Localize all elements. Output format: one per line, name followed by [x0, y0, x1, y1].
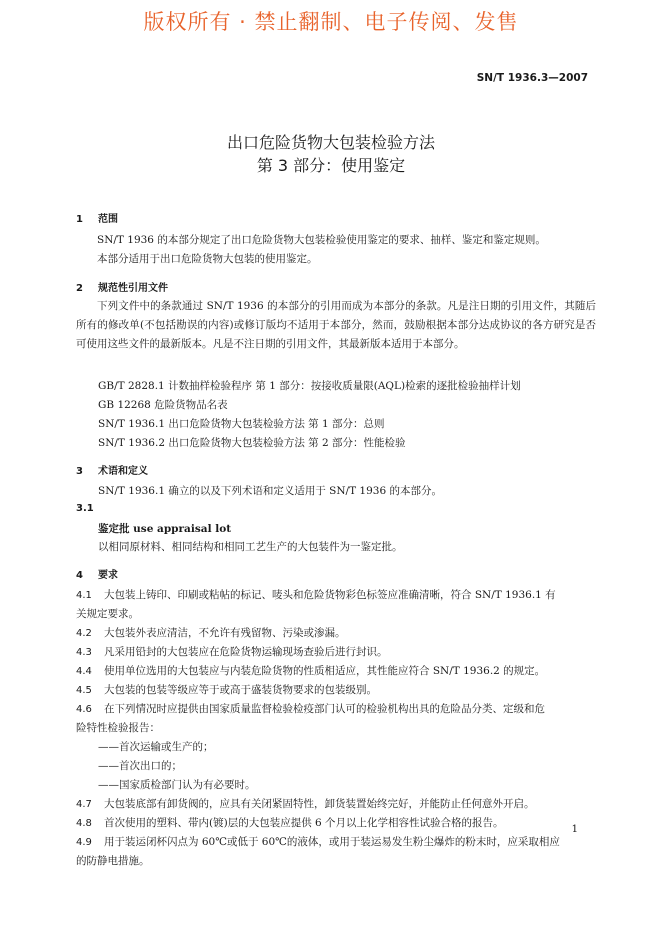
reference-item: SN/T 1936.1 出口危险货物大包装检验方法 第 1 部分：总则: [98, 418, 385, 430]
requirement-4-6: [76, 701, 596, 716]
section-title: 规范性引用文件: [98, 283, 168, 294]
list-item: ——首次出口的；: [98, 760, 182, 772]
requirement-4-1: [76, 587, 596, 602]
section-4-heading: [76, 566, 596, 581]
section-title: 范围: [98, 214, 118, 225]
standard-number: SN/T 1936.3—2007: [476, 72, 588, 84]
clause-number: 4.8: [76, 818, 92, 829]
clause-text: 使用单位选用的大包装应与内装危险货物的性质相适应，其性能应符合 SN/T 1936.2 的规定。: [104, 665, 546, 677]
clause-text: 在下列情况时应提供由国家质量监督检验检疫部门认可的检验机构出具的危险品分类、定级和危: [104, 703, 545, 715]
requirement-4-9: [76, 834, 596, 849]
requirement-4-5: [76, 682, 596, 697]
list-item: ——国家质检部门认为有必要时。: [98, 779, 256, 791]
reference-item: GB/T 2828.1 计数抽样检验程序 第 1 部分：按接收质量限(AQL)检索的逐批检验抽样计划: [98, 380, 521, 392]
clause-text: 首次使用的塑料、带内(镀)层的大包装应提供 6 个月以上化学相容性试验合格的报告。: [104, 817, 504, 829]
requirement-4-2: [76, 625, 596, 640]
clause-number: 4.5: [76, 685, 92, 696]
page-number: 1: [571, 824, 578, 835]
term-definition: 以相同原材料、相同结构和相同工艺生产的大包装件为一鉴定批。: [98, 541, 403, 553]
section-2-heading: [76, 279, 596, 294]
clause-number: 4.3: [76, 647, 92, 658]
clause-number: 4.7: [76, 799, 92, 810]
section-number: 1: [76, 214, 83, 225]
term-entry: 鉴定批 use appraisal lot: [98, 523, 232, 535]
copyright-banner: 版权所有 · 禁止翻制、电子传阅、发售: [143, 10, 519, 34]
clause-number: 4.2: [76, 628, 92, 639]
clause-number: 4.6: [76, 704, 92, 715]
clause-text: 大包装外表应清洁，不允许有残留物、污染或渗漏。: [104, 627, 346, 639]
requirement-4-9-continued: 的防静电措施。: [76, 855, 150, 867]
section-3-heading: [76, 462, 596, 477]
requirement-4-4: [76, 663, 596, 678]
requirement-4-3: [76, 644, 596, 659]
section-1-paragraph-2: 本部分适用于出口危险货物大包装的使用鉴定。: [97, 253, 318, 265]
section-number: 4: [76, 570, 83, 581]
requirement-4-1-continued: 关规定要求。: [76, 608, 139, 620]
list-item: ——首次运输或生产的；: [98, 741, 214, 753]
clause-number: 4.1: [76, 590, 92, 601]
section-1-paragraph-1: SN/T 1936 的本部分规定了出口危险货物大包装检验使用鉴定的要求、抽样、鉴定和鉴定规则。: [97, 234, 546, 246]
clause-text: 用于装运闭杯闪点为 60℃或低于 60℃的液体，或用于装运易发生粉尘爆炸的粉末时，应采取相应: [104, 836, 560, 848]
requirement-4-7: [76, 796, 596, 811]
clause-text: 大包装底部有卸货阀的，应具有关闭紧固特性，卸货装置始终完好，并能防止任何意外开启。: [104, 798, 535, 810]
section-3-intro: SN/T 1936.1 确立的以及下列术语和定义适用于 SN/T 1936 的本部分。: [98, 485, 442, 497]
section-2-intro: 下列文件中的条款通过 SN/T 1936 的本部分的引用而成为本部分的条款。凡是注日期的引用文件，其随后所有的修改单(不包括勘误的内容)或修订版均不适用于本部分，然而，鼓励根据本部分达成协议的各方研究是否可使用这些文件的最新版本。凡是不注日期的引用文件，其最新版本适用于本部分。: [76, 300, 596, 350]
section-1-heading: [76, 210, 596, 225]
clause-number: 4.9: [76, 837, 92, 848]
section-title: 要求: [98, 570, 118, 581]
document-title: 出口危险货物大包装检验方法: [226, 133, 435, 152]
clause-text: 大包装的包装等级应等于或高于盛装货物要求的包装级别。: [104, 684, 377, 696]
section-number: 2: [76, 283, 83, 294]
clause-text: 凡采用铅封的大包装应在危险货物运输现场查验后进行封识。: [104, 646, 388, 658]
clause-text: 大包装上铸印、印刷或粘帖的标记、唛头和危险货物彩色标签应准确清晰，符合 SN/T 1936.1 有: [104, 589, 556, 601]
reference-item: GB 12268 危险货物品名表: [98, 399, 228, 411]
clause-3-1-number: 3.1: [76, 503, 94, 514]
clause-number: 4.4: [76, 666, 92, 677]
document-subtitle: 第 3 部分：使用鉴定: [256, 156, 406, 175]
section-title: 术语和定义: [98, 466, 148, 477]
requirement-4-8: [76, 815, 596, 830]
section-number: 3: [76, 466, 83, 477]
reference-item: SN/T 1936.2 出口危险货物大包装检验方法 第 2 部分：性能检验: [98, 437, 406, 449]
requirement-4-6-continued: 险特性检验报告：: [76, 722, 160, 734]
